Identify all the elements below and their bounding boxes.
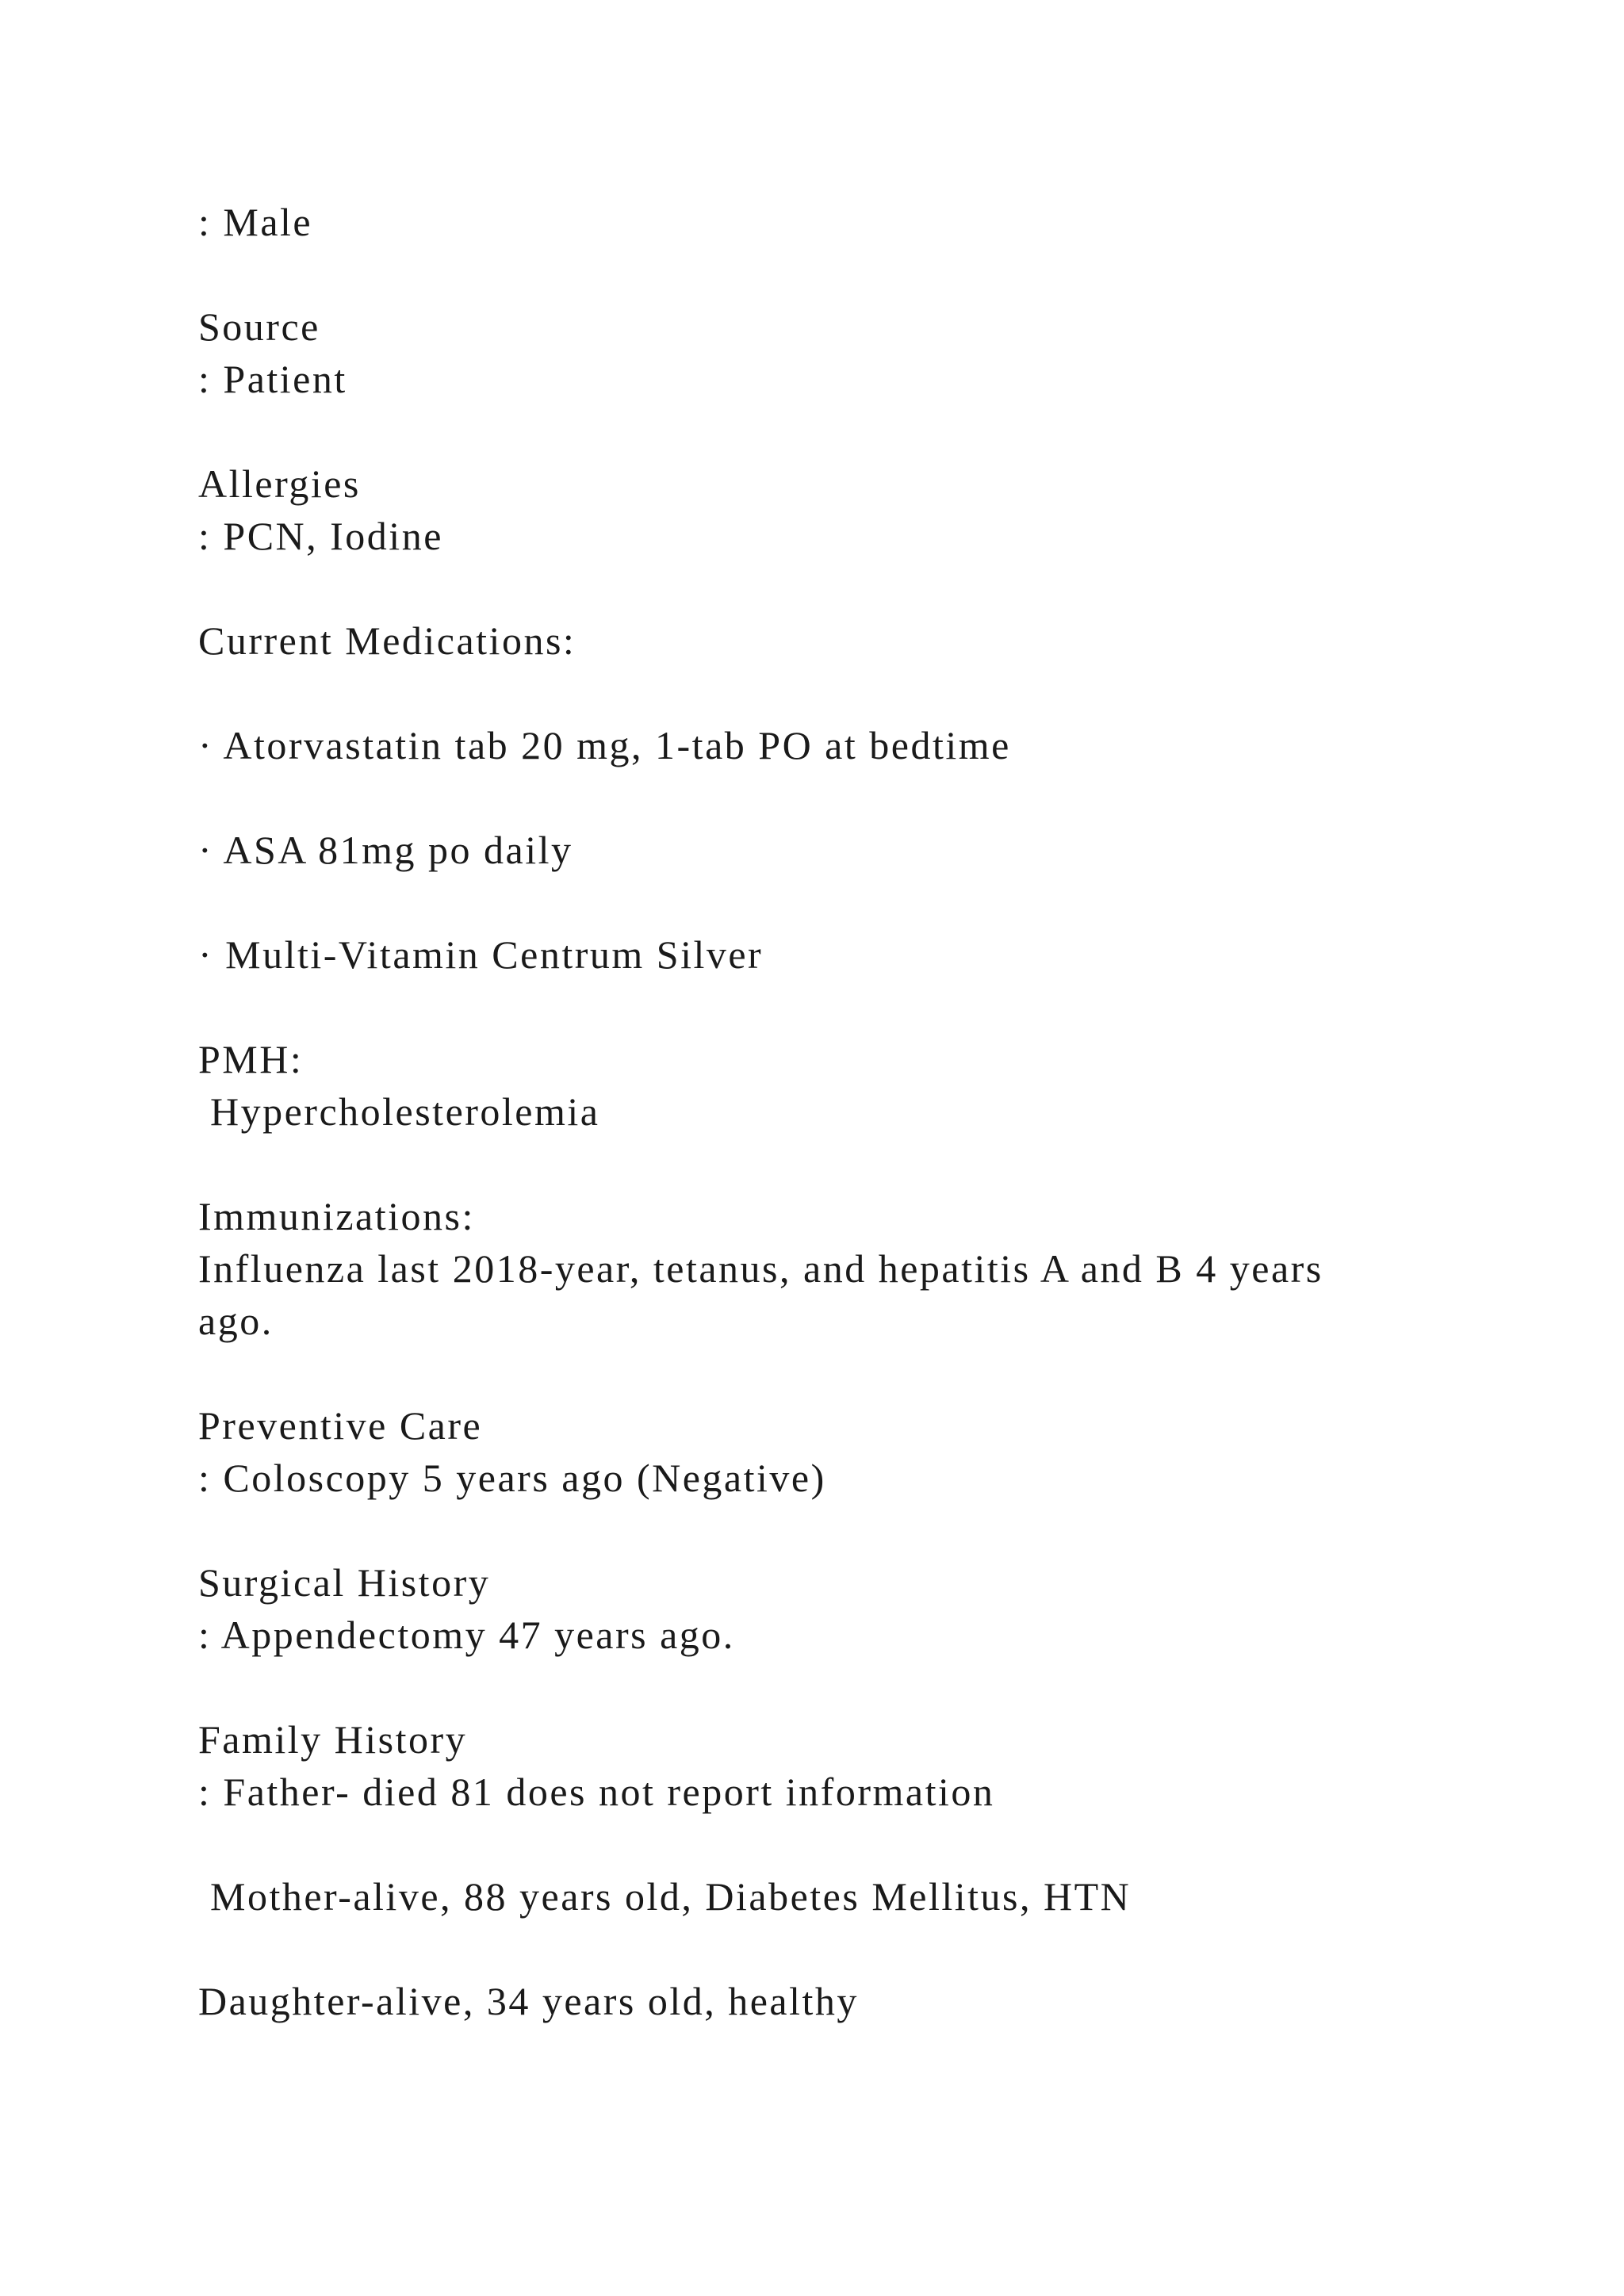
preventive-care-label: Preventive Care: [198, 1403, 483, 1448]
preventive-care-value: : Coloscopy 5 years ago (Negative): [198, 1456, 826, 1500]
family-history-father: : Father- died 81 does not report information: [198, 1770, 995, 1814]
pmh-value: Hypercholesterolemia: [198, 1089, 600, 1134]
surgical-history-label: Surgical History: [198, 1560, 491, 1605]
allergies-label: Allergies: [198, 461, 361, 506]
source-value: : Patient: [198, 357, 347, 401]
immunizations-value-line-2: ago.: [198, 1299, 274, 1343]
medication-item-1: · Atorvastatin tab 20 mg, 1-tab PO at bedtime: [198, 723, 1011, 767]
medication-item-3: · Multi-Vitamin Centrum Silver: [198, 932, 764, 977]
immunizations-label: Immunizations:: [198, 1194, 475, 1238]
sex-value: : Male: [198, 200, 313, 244]
family-history-label: Family History: [198, 1717, 468, 1762]
family-history-daughter: Daughter-alive, 34 years old, healthy: [198, 1979, 859, 2023]
allergies-value: : PCN, Iodine: [198, 514, 443, 558]
current-medications-label: Current Medications:: [198, 618, 576, 663]
surgical-history-value: : Appendectomy 47 years ago.: [198, 1613, 735, 1657]
source-label: Source: [198, 304, 320, 349]
pmh-label: PMH:: [198, 1037, 304, 1081]
immunizations-value-line-1: Influenza last 2018-year, tetanus, and hepatitis A and B 4 years: [198, 1246, 1323, 1291]
medication-item-2: · ASA 81mg po daily: [198, 828, 573, 872]
family-history-mother: Mother-alive, 88 years old, Diabetes Mellitus, HTN: [198, 1874, 1132, 1919]
